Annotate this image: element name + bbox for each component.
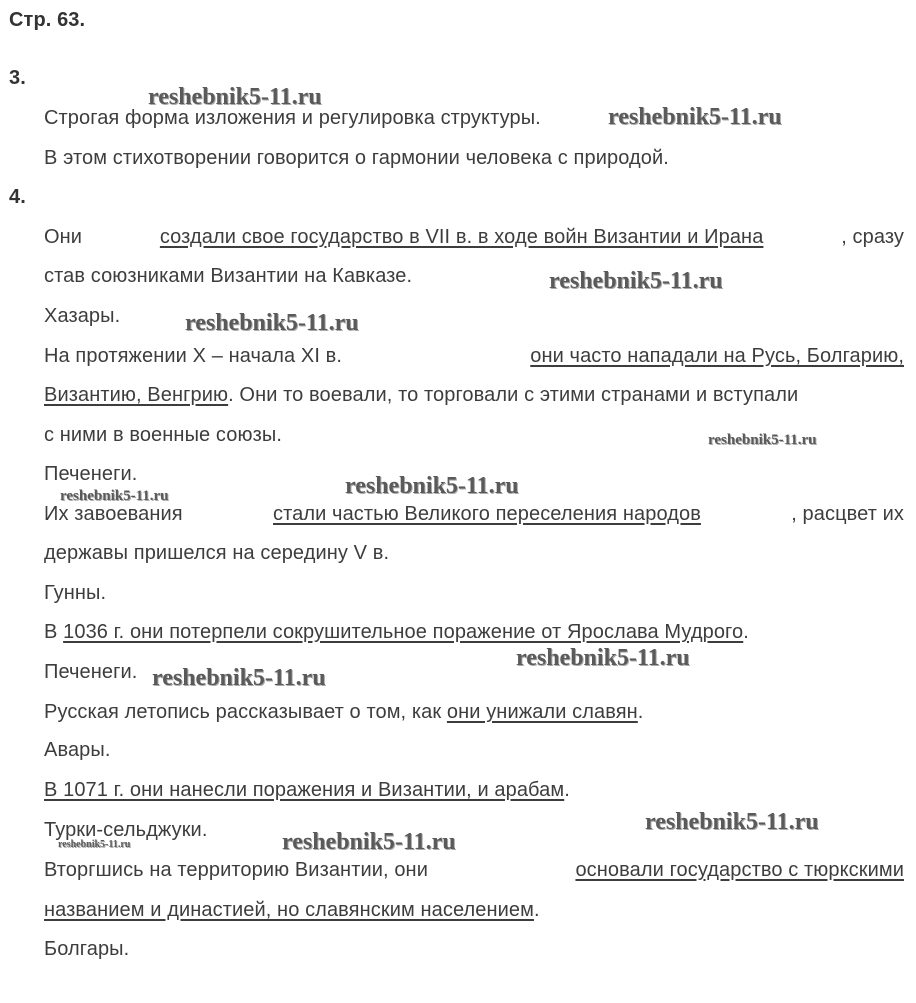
paragraph-1-line-1 [44, 225, 904, 249]
text-span: . [743, 621, 749, 643]
answer-7: Болгары. [44, 938, 130, 960]
watermark: reshebnik5-11.ru [282, 829, 456, 855]
text-span: . Они то воевали, то торговали с этими странами и вступали [228, 384, 799, 406]
text-span: На протяжении X – начала XI в. [44, 345, 343, 367]
text-span: Их завоевания [44, 503, 183, 525]
text-span: Они [44, 226, 83, 248]
underlined-phrase: В 1071 г. они нанесли поражения и Византии, и арабам [44, 779, 565, 801]
section-3-number: 3. [9, 67, 26, 89]
text-span: В [44, 621, 58, 643]
underlined-phrase: стали частью Великого переселения народов [273, 503, 701, 525]
watermark: reshebnik5-11.ru [152, 665, 326, 691]
paragraph-2-line-1 [44, 344, 904, 368]
answer-2: Печенеги. [44, 463, 138, 485]
answer-4: Печенеги. [44, 661, 138, 683]
watermark: reshebnik5-11.ru [708, 432, 817, 448]
underlined-phrase: они унижали славян [446, 701, 638, 723]
text-span: . [637, 701, 644, 723]
section-3-line-1: Строгая форма изложения и регулировка структуры. [44, 107, 541, 129]
text-span: . [534, 899, 540, 921]
paragraph-2-line-2 [44, 383, 798, 407]
answer-3: Гунны. [44, 582, 107, 604]
watermark: reshebnik5-11.ru [549, 268, 723, 294]
answer-6: Турки-сельджуки. [44, 819, 208, 841]
text-span: Русская летопись рассказывает о том, как [44, 701, 442, 723]
watermark: reshebnik5-11.ru [185, 310, 359, 336]
section-4-number: 4. [9, 186, 26, 208]
watermark: reshebnik5-11.ru [58, 839, 131, 850]
paragraph-7-line-1 [44, 858, 904, 882]
watermark: reshebnik5-11.ru [60, 488, 169, 504]
watermark: reshebnik5-11.ru [148, 84, 322, 110]
underlined-phrase: Византию, Венгрию [44, 384, 229, 406]
underlined-phrase: основали государство с тюркскими [575, 859, 904, 881]
watermark: reshebnik5-11.ru [516, 645, 690, 671]
underlined-phrase: названием и династией, но славянским населением [44, 899, 534, 921]
paragraph-4-line-1 [44, 620, 749, 644]
underlined-phrase: они часто нападали на Русь, Болгарию, [530, 345, 904, 367]
text-span: , сразу [841, 226, 904, 248]
underlined-phrase: создали свое государство в VII в. в ходе войн Византии и Ирана [159, 226, 764, 248]
watermark: reshebnik5-11.ru [345, 473, 519, 499]
watermark: reshebnik5-11.ru [608, 104, 782, 130]
section-3-line-2: В этом стихотворении говорится о гармонии человека с природой. [44, 147, 669, 169]
paragraph-1-line-2: став союзниками Византии на Кавказе. [44, 265, 413, 287]
paragraph-7-line-2 [44, 898, 540, 922]
paragraph-5-line-1 [44, 700, 643, 724]
text-span: , расцвет их [791, 503, 904, 525]
answer-5: Авары. [44, 739, 111, 761]
answer-1: Хазары. [44, 305, 121, 327]
underlined-phrase: 1036 г. они потерпели сокрушительное поражение от Ярослава Мудрого [63, 621, 744, 643]
text-span: Вторгшись на территорию Византии, они [44, 859, 428, 881]
paragraph-2-line-3: с ними в военные союзы. [44, 424, 282, 446]
paragraph-3-line-2: державы пришелся на середину V в. [44, 542, 390, 564]
page-title: Стр. 63. [9, 9, 86, 31]
paragraph-6-line-1 [44, 778, 570, 802]
watermark: reshebnik5-11.ru [645, 809, 819, 835]
paragraph-3-line-1 [44, 502, 904, 526]
text-span: . [564, 779, 570, 801]
